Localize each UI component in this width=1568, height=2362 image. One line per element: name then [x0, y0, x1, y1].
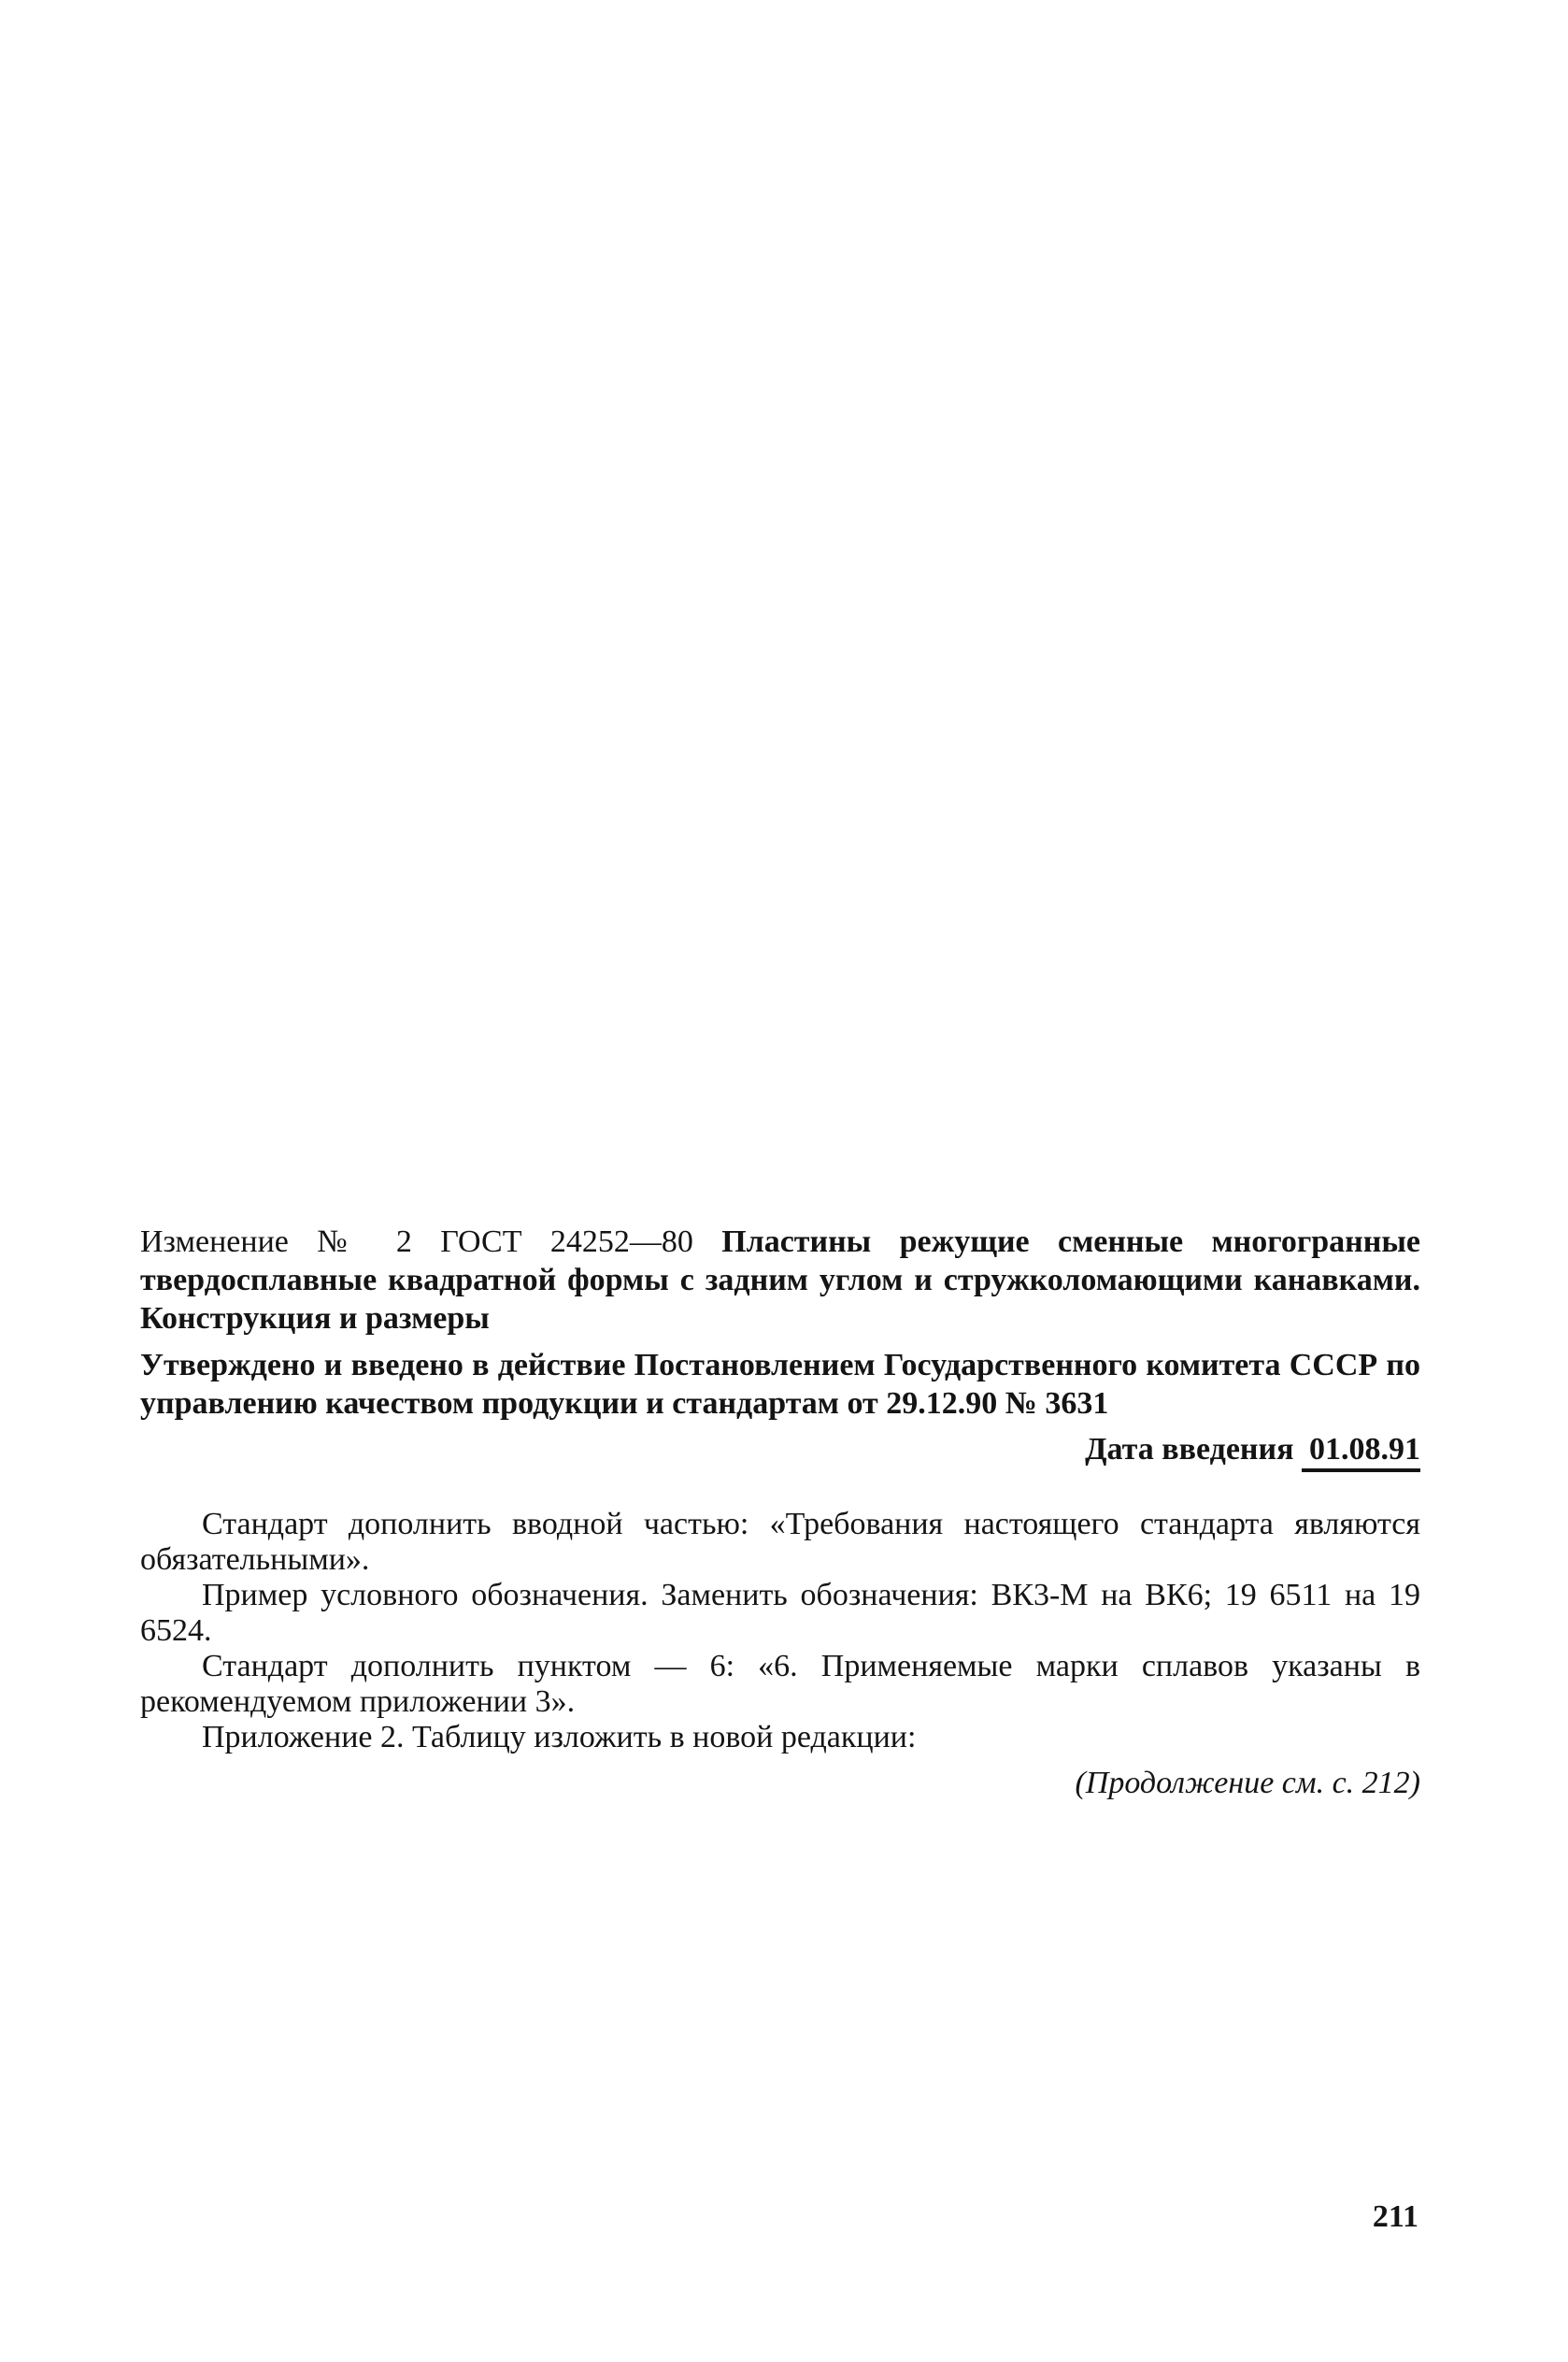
amendment-header [140, 1223, 1420, 1338]
amendment-title: Пластины режущие сменные многогранные твердосплавные квадратной формы с задним углом и стружколомающими канавками. Конструкция и размеры [140, 1224, 1420, 1336]
paragraph: Стандарт дополнить вводной частью: «Требования настоящего стандарта являются обязательными». [140, 1507, 1420, 1577]
amendment-number: Изменение № 2 ГОСТ 24252—80 [140, 1224, 693, 1259]
introduction-date-label: Дата введения [1085, 1432, 1294, 1467]
introduction-date-value: 01.08.91 [1302, 1432, 1420, 1472]
approval-statement: Утверждено и введено в действие Постановлением Государственного комитета СССР по управлению качеством продукции и стандартам от 29.12.90 № 3631 [140, 1348, 1420, 1421]
amendment-body [140, 1507, 1420, 1755]
paragraph: Пример условного обозначения. Заменить обозначения: ВК3-М на ВК6; 19 6511 на 19 6524. [140, 1578, 1420, 1648]
paragraph: Приложение 2. Таблицу изложить в новой редакции: [202, 1720, 917, 1754]
paragraph: Стандарт дополнить пунктом — 6: «6. Применяемые марки сплавов указаны в рекомендуемом приложении 3». [140, 1649, 1420, 1719]
continuation-note: (Продолжение см. с. 212) [1075, 1766, 1420, 1800]
introduction-date [1085, 1430, 1420, 1468]
page-number: 211 [1372, 2199, 1418, 2234]
